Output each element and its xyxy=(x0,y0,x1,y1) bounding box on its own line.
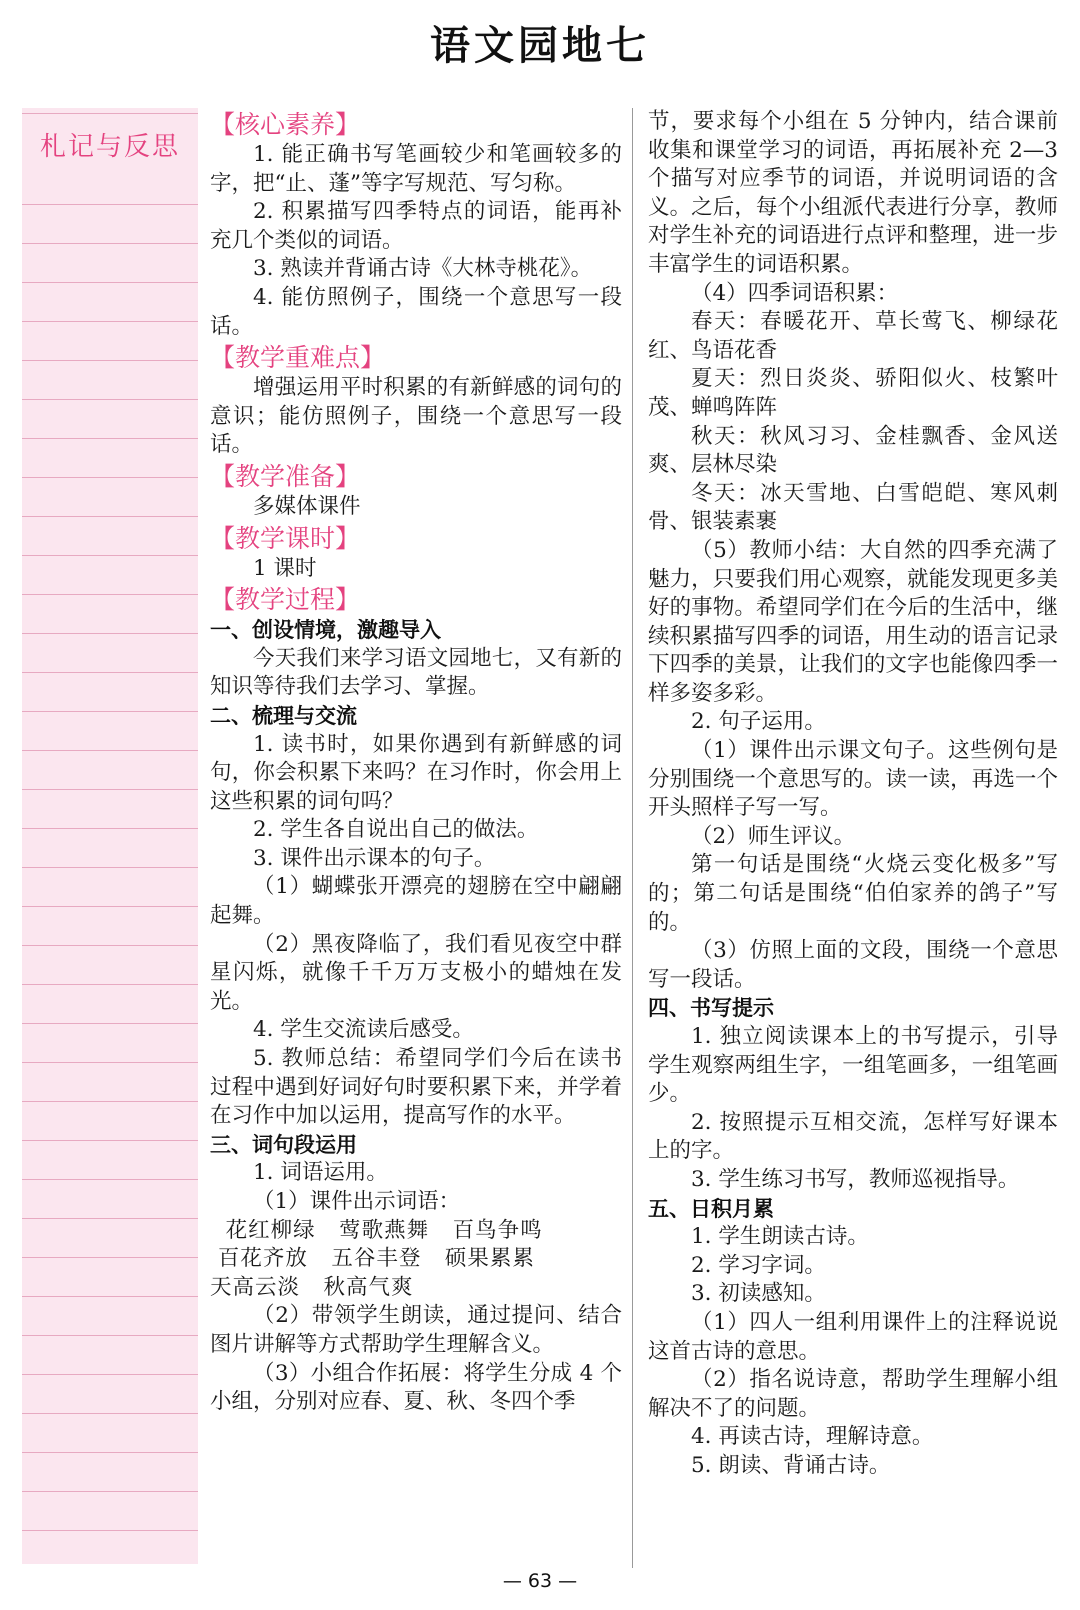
section-5-title: 五、日积月累 xyxy=(648,1196,774,1221)
section-3-item-1: 1. 词语运用。 xyxy=(253,1160,388,1186)
section-2-item-1: 1. 读书时，如果你遇到有新鲜感的词句，你会积累下来吗？在习作时，你会用上这些积累的词句吗？ xyxy=(210,731,622,814)
section-2-title: 二、梳理与交流 xyxy=(210,703,357,728)
section-2-sentence-1: （1）蝴蝶张开漂亮的翅膀在空中翩翩起舞。 xyxy=(210,874,622,929)
season-words-heading: （4）四季词语积累： xyxy=(691,280,899,306)
difficulties-text: 增强运用平时积累的有新鲜感的词句的意识；能仿照例子，围绕一个意思写一段话。 xyxy=(210,375,622,458)
class-hours-text: 1 课时 xyxy=(253,555,317,581)
core-item-4: 4. 能仿照例子，围绕一个意思写一段话。 xyxy=(210,284,622,339)
column-divider xyxy=(632,108,633,1568)
left-column xyxy=(210,108,622,1417)
group-activity-text: 节，要求每个小组在 5 分钟内，结合课前收集和课堂学习的词语，再拓展补充 2—3 个描写对应季节的词语，并说明词语的含义。之后，每个小组派代表进行分享，教师对学生补充的词语进行点评和整理，进一步丰富学生的词语积累。 xyxy=(648,109,1058,277)
section-3-sub-3: （3）小组合作拓展：将学生分成 4 个小组，分别对应春、夏、秋、冬四个季 xyxy=(210,1360,622,1415)
sentence-use-comment: 第一句话是围绕“火烧云变化极多”写的；第二句话是围绕“伯伯家养的鸽子”写的。 xyxy=(648,852,1058,935)
core-item-3: 3. 熟读并背诵古诗《大林寺桃花》。 xyxy=(253,256,593,282)
section-5-item-2: 2. 学习字词。 xyxy=(691,1252,826,1278)
notes-sidebar xyxy=(22,108,198,1564)
section-1-text: 今天我们来学习语文园地七，又有新的知识等待我们去学习、掌握。 xyxy=(210,645,622,700)
sentence-use-title: 2. 句子运用。 xyxy=(691,709,826,735)
section-5-item-4: 4. 再读古诗，理解诗意。 xyxy=(691,1424,934,1450)
section-1-title: 一、创设情境，激趣导入 xyxy=(210,618,441,643)
winter-words: 冬天：冰天雪地、白雪皑皑、寒风刺骨、银装素裹 xyxy=(648,480,1058,535)
core-item-2: 2. 积累描写四季特点的词语，能再补充几个类似的词语。 xyxy=(210,199,622,253)
heading-process: 【教学过程】 xyxy=(210,585,361,615)
sidebar-title: 札记与反思 xyxy=(22,126,198,169)
heading-key-difficulties: 【教学重难点】 xyxy=(210,343,386,373)
section-5-item-5: 5. 朗读、背诵古诗。 xyxy=(691,1452,891,1478)
section-4-item-2: 2. 按照提示互相交流，怎样写好课本上的字。 xyxy=(648,1109,1058,1164)
word-list-row-3: 天高云淡 秋高气爽 xyxy=(210,1274,414,1300)
right-column xyxy=(648,108,1058,1481)
word-list-row-1: 花红柳绿 莺歌燕舞 百鸟争鸣 xyxy=(210,1217,543,1243)
section-5-sub-2: （2）指名说诗意，帮助学生理解小组解决不了的问题。 xyxy=(648,1367,1058,1421)
spring-words: 春天：春暖花开、草长莺飞、柳绿花红、鸟语花香 xyxy=(648,309,1058,363)
section-3-sub-1: （1）课件出示词语： xyxy=(253,1189,461,1214)
core-item-1: 1. 能正确书写笔画较少和笔画较多的字，把“止、蓬”等字写规范、写匀称。 xyxy=(210,142,622,196)
teacher-summary: （5）教师小结：大自然的四季充满了魅力，只要我们用心观察，就能发现更多美好的事物。希望同学们在今后的生活中，继续积累描写四季的词语，用生动的语言记录下四季的美景，让我们的文字也能像四季一样多姿多彩。 xyxy=(648,537,1058,706)
section-2-sentence-2: （2）黑夜降临了，我们看见夜空中群星闪烁，就像千千万万支极小的蜡烛在发光。 xyxy=(210,931,622,1014)
section-2-item-5: 5. 教师总结：希望同学们今后在读书过程中遇到好词好句时要积累下来，并学着在习作中加以运用，提高写作的水平。 xyxy=(210,1046,622,1129)
word-list-row-2: 百花齐放 五谷丰登 硕果累累 xyxy=(210,1246,535,1272)
section-4-item-3: 3. 学生练习书写，教师巡视指导。 xyxy=(691,1166,1020,1192)
section-3-sub-2: （2）带领学生朗读，通过提问、结合图片讲解等方式帮助学生理解含义。 xyxy=(210,1303,622,1357)
page-title: 语文园地七 xyxy=(430,22,650,69)
heading-class-hours: 【教学课时】 xyxy=(210,523,361,553)
section-5-item-1: 1. 学生朗读古诗。 xyxy=(691,1224,869,1250)
section-3-title: 三、词句段运用 xyxy=(210,1132,357,1157)
preparation-text: 多媒体课件 xyxy=(253,493,361,519)
section-2-item-3: 3. 课件出示课本的句子。 xyxy=(253,845,496,871)
section-4-title: 四、书写提示 xyxy=(648,996,774,1021)
section-2-item-4: 4. 学生交流读后感受。 xyxy=(253,1017,474,1043)
heading-core-literacy: 【核心素养】 xyxy=(210,110,361,139)
section-2-item-2: 2. 学生各自说出自己的做法。 xyxy=(253,817,539,843)
heading-preparation: 【教学准备】 xyxy=(210,461,361,491)
sentence-use-1: （1）课件出示课文句子。这些例句是分别围绕一个意思写的。读一读，再选一个开头照样子写一写。 xyxy=(648,738,1058,821)
section-4-item-1: 1. 独立阅读课本上的书写提示，引导学生观察两组生字，一组笔画多，一组笔画少。 xyxy=(648,1024,1058,1107)
section-5-item-3: 3. 初读感知。 xyxy=(691,1281,826,1307)
autumn-words: 秋天：秋风习习、金桂飘香、金风送爽、层林尽染 xyxy=(648,423,1058,478)
sentence-use-3: （3）仿照上面的文段，围绕一个意思写一段话。 xyxy=(648,938,1058,992)
section-5-sub-1: （1）四人一组利用课件上的注释说说这首古诗的意思。 xyxy=(648,1309,1058,1364)
sentence-use-2: （2）师生评议。 xyxy=(691,823,856,849)
summer-words: 夏天：烈日炎炎、骄阳似火、枝繁叶茂、蝉鸣阵阵 xyxy=(648,366,1058,420)
page-number: — 63 — xyxy=(502,1570,578,1592)
